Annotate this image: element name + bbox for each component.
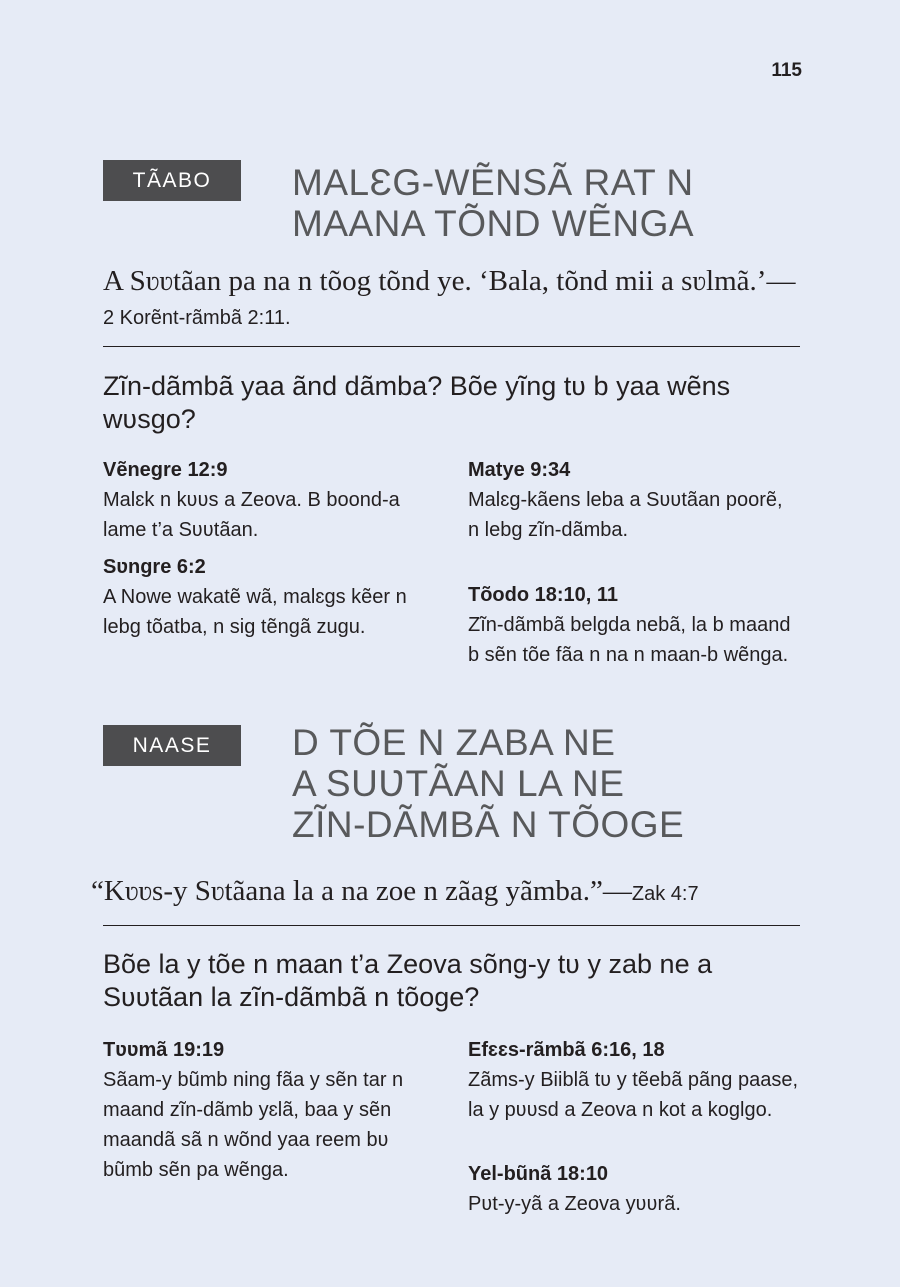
scripture-item — [103, 1036, 433, 1185]
heading-line: D TÕE N ZABA NE — [292, 722, 616, 763]
theme-reference: 2 Korẽnt-rãmbã 2:11. — [103, 307, 291, 329]
scripture-text: Malɛg-kãens leba a Sʋʋtãan poorẽ, n lebg zĩn-dãmba. — [468, 489, 783, 541]
scripture-ref: Tʋʋmã 19:19 — [103, 1039, 225, 1061]
theme-scripture — [91, 874, 791, 911]
scripture-item — [468, 1036, 798, 1125]
theme-text: A Sʋʋtãan pa na n tõog tõnd ye. ‘Bala, tõnd mii a sʋlmã.’— — [103, 265, 796, 297]
scripture-text: A Nowe wakatẽ wã, malɛgs kẽer n lebg tõatba, n sig tẽngã zugu. — [103, 586, 407, 638]
scripture-item — [103, 553, 433, 642]
heading-line: MAANA TÕND WẼNGA — [292, 203, 695, 244]
scripture-text: Zãms-y Biiblã tʋ y tẽebã pãng paase, la y pʋʋsd a Zeova n kot a koglgo. — [468, 1069, 798, 1121]
scripture-item — [103, 456, 433, 545]
heading-line: ZĨN-DÃMBÃ N TÕOGE — [292, 804, 685, 845]
question: Zĩn-dãmbã yaa ãnd dãmba? Bõe yĩng tʋ b yaa wẽns wʋsgo? — [103, 371, 731, 434]
scripture-text: Malɛk n kʋʋs a Zeova. B boond-a lame t’a Sʋʋtãan. — [103, 489, 400, 541]
theme-reference: Zak 4:7 — [631, 883, 699, 905]
page-number: 115 — [771, 60, 802, 81]
scripture-ref: Sʋngre 6:2 — [103, 556, 206, 578]
section-heading — [292, 162, 852, 244]
scripture-ref: Yel-bũnã 18:10 — [468, 1163, 609, 1185]
divider — [103, 925, 800, 926]
scripture-ref: Matye 9:34 — [468, 459, 571, 481]
section-tag: NAASE — [103, 725, 241, 766]
scripture-text: Sãam-y bũmb ning fãa y sẽn tar n maand zĩn-dãmb yɛlã, baa y sẽn maandã sã n wõnd yaa reem bʋ bũmb sẽn pa wẽnga. — [103, 1069, 404, 1181]
theme-text: “Kʋʋs-y Sʋtãana la a na zoe n zãag yãmba.”— — [91, 875, 632, 907]
scripture-item — [468, 456, 798, 545]
scripture-item — [468, 1160, 798, 1219]
divider — [103, 346, 800, 347]
scripture-text: Pʋt-y-yã a Zeova yʋʋrã. — [468, 1193, 681, 1215]
scripture-ref: Vẽnegre 12:9 — [103, 459, 228, 481]
section-tag: TÃABO — [103, 160, 241, 201]
scripture-text: Zĩn-dãmbã belgda nebã, la b maand b sẽn tõe fãa n na n maan-b wẽnga. — [468, 614, 791, 666]
section-heading — [292, 722, 852, 845]
heading-line: MALƐG-WẼNSÃ RAT N — [292, 162, 694, 203]
scripture-item — [468, 581, 798, 670]
scripture-ref: Efɛɛs-rãmbã 6:16, 18 — [468, 1039, 665, 1061]
question: Bõe la y tõe n maan t’a Zeova sõng-y tʋ y zab ne a Sʋʋtãan la zĩn-dãmbã n tõoge? — [103, 949, 713, 1012]
theme-scripture — [103, 264, 803, 335]
scripture-ref: Tõodo 18:10, 11 — [468, 584, 619, 606]
heading-line: A SUƲTÃAN LA NE — [292, 763, 625, 804]
